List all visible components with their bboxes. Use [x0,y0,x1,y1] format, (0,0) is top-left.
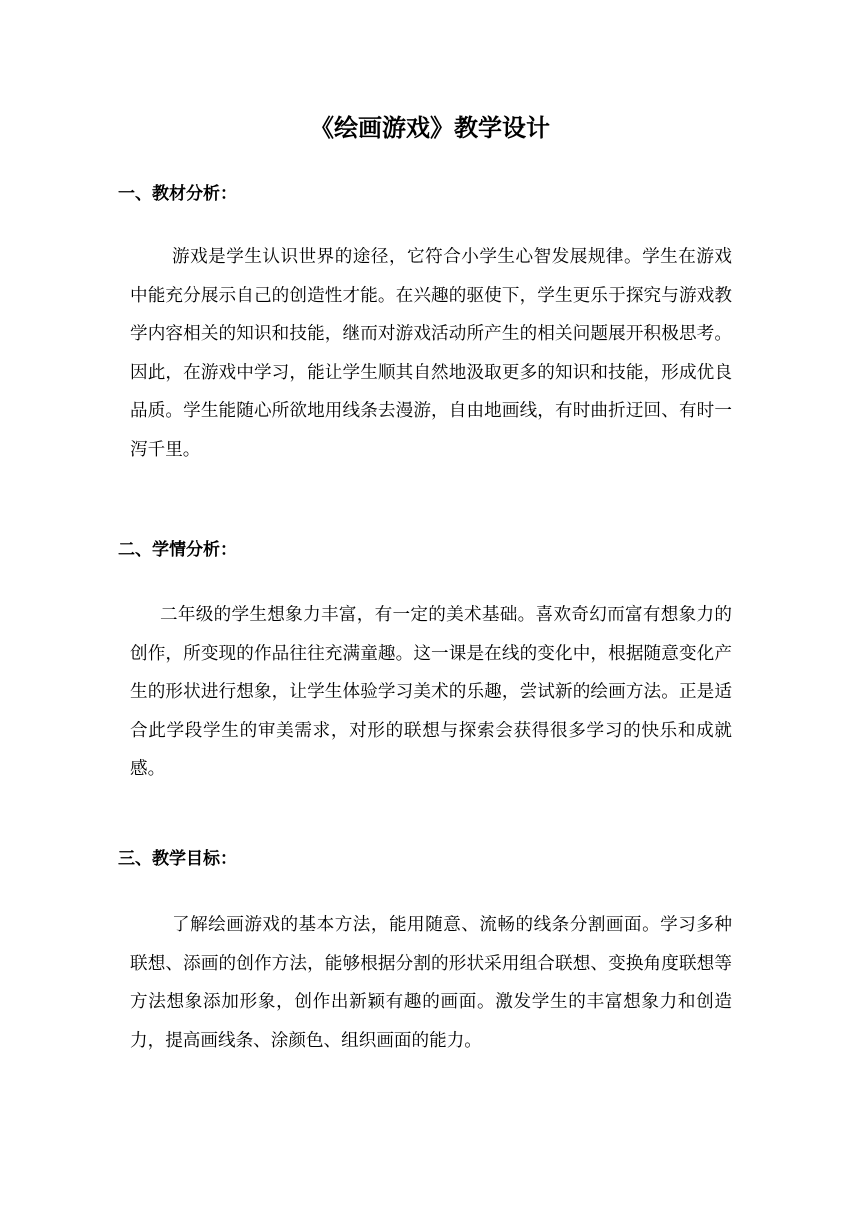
document-title: 《绘画游戏》教学设计 [310,114,550,142]
section-body-student-analysis: 二年级的学生想象力丰富，有一定的美术基础。喜欢奇幻而富有想象力的创作，所变现的作品往往充满童趣。这一课是在线的变化中，根据随意变化产生的形状进行想象，让学生体验学习美术的乐趣，尝试新的绘画方法。正是适合此学段学生的审美需求，对形的联想与探索会获得很多学习的快乐和成就感。 [130,605,732,780]
section-heading-textbook-analysis: 一、教材分析： [118,184,237,204]
section-body-teaching-goals: 了解绘画游戏的基本方法，能用随意、流畅的线条分割画面。学习多种联想、添画的创作方法，能够根据分割的形状采用组合联想、变换角度联想等方法想象添加形象，创作出新颖有趣的画面。激发学生的丰富想象力和创造力，提高画线条、涂颜色、组织画面的能力。 [130,915,732,1051]
section-heading-student-analysis: 二、学情分析： [118,540,237,560]
section-heading-teaching-goals: 三、教学目标： [118,849,237,869]
section-body-textbook-analysis: 游戏是学生认识世界的途径，它符合小学生心智发展规律。学生在游戏中能充分展示自己的创造性才能。在兴趣的驱使下，学生更乐于探究与游戏教学内容相关的知识和技能，继而对游戏活动所产生的相关问题展开积极思考。因此，在游戏中学习，能让学生顺其自然地汲取更多的知识和技能，形成优良品质。学生能随心所欲地用线条去漫游，自由地画线，有时曲折迂回、有时一泻千里。 [130,247,732,460]
